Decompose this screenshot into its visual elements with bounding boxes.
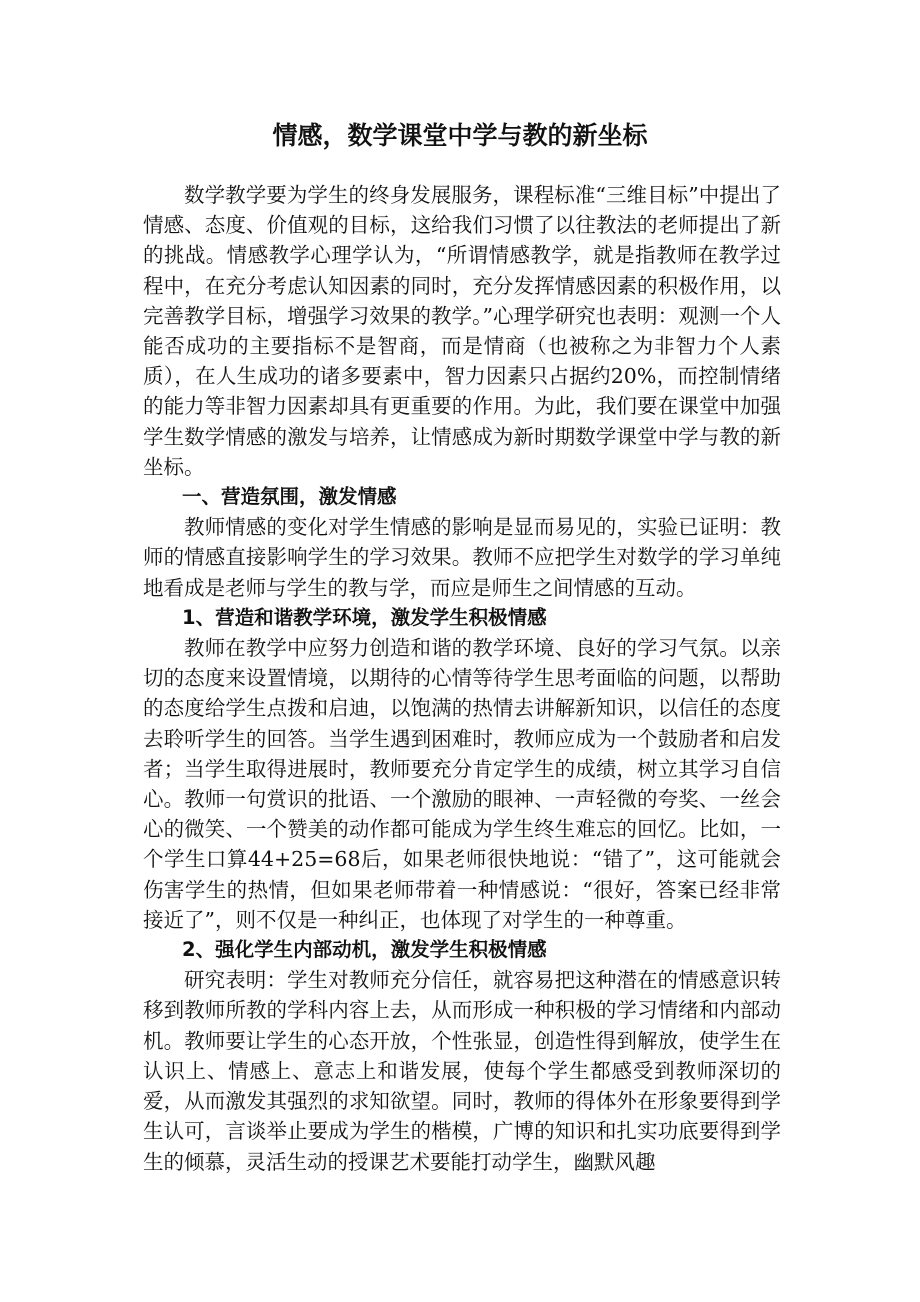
document-body (143, 180, 781, 1177)
subsection-heading: 2、强化学生内部动机，激发学生积极情感 (182, 938, 547, 962)
subsection-paragraph: 研究表明：学生对教师充分信任，就容易把这种潜在的情感意识转移到教师所教的学科内容上去，从而形成一种积极的学习情绪和内部动机。教师要让学生的心态开放，个性张显，创造性得到解放，使学生在认识上、情感上、意志上和谐发展，使每个学生都感受到教师深切的爱，从而激发其强烈的求知欲望。同时，教师的得体外在形象要得到学生认可，言谈举止要成为学生的楷模，广博的知识和扎实功底要得到学生的倾慕，灵活生动的授课艺术要能打动学生，幽默风趣 (143, 968, 781, 1174)
document-title: 情感，数学课堂中学与教的新坐标 (272, 121, 648, 150)
subsection-heading: 1、营造和谐教学环境，激发学生积极情感 (182, 605, 547, 629)
section-paragraph: 教师情感的变化对学生情感的影响是显而易见的，实验已证明：教师的情感直接影响学生的学习效果。教师不应把学生对数学的学习单纯地看成是老师与学生的教与学，而应是师生之间情感的互动。 (143, 515, 781, 600)
intro-paragraph: 数学教学要为学生的终身发展服务，课程标准“三维目标”中提出了情感、态度、价值观的目标，这给我们习惯了以往教法的老师提出了新的挑战。情感教学心理学认为，“所谓情感教学，就是指教师在教学过程中，在充分考虑认知因素的同时，充分发挥情感因素的积极作用，以完善教学目标，增强学习效果的教学。”心理学研究也表明：观测一个人能否成功的主要指标不是智商，而是情商（也被称之为非智力个人素质），在人生成功的诸多要素中，智力因素只占据约20%，而控制情绪的能力等非智力因素却具有更重要的作用。为此，我们要在课堂中加强学生数学情感的激发与培养，让情感成为新时期数学课堂中学与教的新坐标。 (143, 183, 781, 479)
subsection-paragraph: 教师在教学中应努力创造和谐的教学环境、良好的学习气氛。以亲切的态度来设置情境，以期待的心情等待学生思考面临的问题，以帮助的态度给学生点拨和启迪，以饱满的热情去讲解新知识，以信任的态度去聆听学生的回答。当学生遇到困难时，教师应成为一个鼓励者和启发者；当学生取得进展时，教师要充分肯定学生的成绩，树立其学习自信心。教师一句赏识的批语、一个激励的眼神、一声轻微的夸奖、一丝会心的微笑、一个赞美的动作都可能成为学生终生难忘的回忆。比如，一个学生口算44+25=68后，如果老师很快地说：“错了”，这可能就会伤害学生的热情，但如果老师带着一种情感说：“很好，答案已经非常接近了”，则不仅是一种纠正，也体现了对学生的一种尊重。 (143, 636, 781, 932)
section-heading: 一、营造氛围，激发情感 (182, 485, 397, 509)
